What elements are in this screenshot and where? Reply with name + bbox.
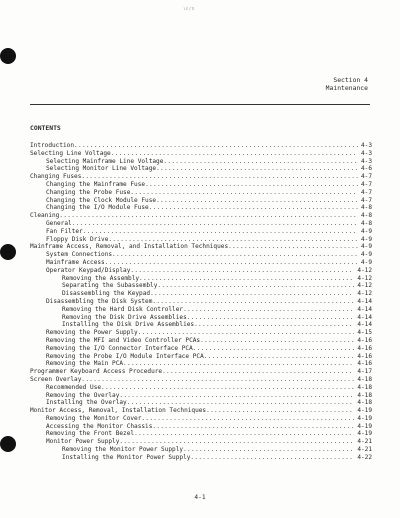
toc-entry-page: 4-9 — [360, 243, 372, 251]
toc-entry-page: 4-14 — [357, 297, 372, 305]
toc-entry-page: 4-9 — [360, 235, 372, 243]
toc-entry-title: Removing the Power Supply — [46, 329, 138, 337]
toc-dot-leader — [119, 392, 354, 400]
toc-entry — [30, 158, 372, 166]
toc-entry-title: Programmer Keyboard Access Procedure — [30, 368, 163, 376]
toc-entry-page: 4-3 — [360, 142, 372, 149]
toc-entry-page: 4-18 — [357, 375, 372, 383]
toc-entry-title: Changing the I/O Module Fuse — [46, 204, 149, 212]
toc-entry-title: Removing the Hard Disk Controller — [62, 305, 184, 313]
toc-entry — [30, 236, 372, 244]
toc-entry-page: 4-19 — [357, 430, 372, 438]
toc-dot-leader — [206, 407, 354, 415]
toc-entry — [30, 376, 372, 384]
binder-hole-icon — [0, 244, 16, 260]
page-number: 4-1 — [194, 494, 206, 501]
toc-entry — [30, 438, 372, 446]
toc-dot-leader — [134, 430, 354, 438]
toc-entry — [30, 415, 372, 423]
toc-entry-page: 4-22 — [357, 453, 372, 461]
toc-entry — [30, 399, 372, 407]
toc-entry-page: 4-7 — [360, 196, 372, 204]
toc-entry-page: 4-17 — [357, 368, 372, 376]
top-mark: ιε/π — [183, 6, 195, 11]
toc-entry-title: Changing the Probe Fuse — [46, 188, 131, 196]
toc-dot-leader — [157, 282, 354, 290]
toc-dot-leader — [152, 423, 354, 431]
toc-entry-title: Separating the Subassembly — [62, 282, 158, 290]
toc-entry-title: Recommended Use — [46, 383, 102, 391]
toc-entry-page: 4-9 — [360, 258, 372, 266]
toc-dot-leader — [190, 454, 354, 462]
toc-dot-leader — [183, 306, 354, 314]
toc-entry-title: Removing the MFI and Video Controller PCAs — [46, 336, 201, 344]
table-of-contents — [30, 142, 372, 462]
toc-entry-page: 4-3 — [360, 157, 372, 165]
toc-dot-leader — [183, 446, 354, 454]
toc-dot-leader — [156, 165, 358, 173]
toc-entry-page: 4-7 — [360, 173, 372, 181]
toc-entry-title: Removing the Front Bezel — [46, 430, 135, 438]
toc-entry — [30, 189, 372, 197]
toc-entry-title: Disassembling the Disk System — [46, 297, 153, 305]
toc-entry-page: 4-18 — [357, 399, 372, 407]
toc-entry-page: 4-14 — [357, 321, 372, 329]
toc-entry — [30, 290, 372, 298]
toc-dot-leader — [194, 321, 354, 329]
toc-entry — [30, 228, 372, 236]
toc-entry-title: System Connections — [46, 251, 113, 259]
toc-dot-leader — [130, 189, 358, 197]
toc-entry-title: Removing the Overlay — [46, 391, 120, 399]
toc-entry — [30, 368, 372, 376]
toc-entry-page: 4-15 — [357, 329, 372, 337]
toc-entry-title: Accessing the Monitor Chassis — [46, 422, 153, 430]
toc-dot-leader — [156, 197, 358, 205]
toc-dot-leader — [204, 353, 355, 361]
toc-entry-page: 4-14 — [357, 305, 372, 313]
toc-entry-title: Mainframe Access, Removal, and Installation Techniques — [30, 243, 229, 251]
toc-entry-page: 4-16 — [357, 336, 372, 344]
toc-entry — [30, 212, 372, 220]
toc-entry-title: Selecting Mainframe Line Voltage — [46, 157, 164, 165]
toc-dot-leader — [112, 251, 358, 259]
toc-entry — [30, 423, 372, 431]
toc-entry-page: 4-14 — [357, 313, 372, 321]
toc-entry-page: 4-16 — [357, 344, 372, 352]
toc-entry-page: 4-16 — [357, 352, 372, 360]
toc-entry-title: Changing Fuses — [30, 173, 82, 181]
toc-entry — [30, 204, 372, 212]
toc-entry — [30, 407, 372, 415]
toc-entry-page: 4-12 — [357, 266, 372, 274]
toc-entry-page: 4-21 — [357, 438, 372, 446]
section-title: Section 4 — [333, 76, 368, 84]
toc-dot-leader — [138, 329, 355, 337]
toc-dot-leader — [81, 173, 358, 181]
toc-entry-title: Installing the Monitor Power Supply — [62, 453, 191, 461]
toc-entry-title: Monitor Access, Removal, Installation Techniques — [30, 407, 207, 415]
toc-dot-leader — [111, 150, 358, 158]
toc-entry-page: 4-12 — [357, 290, 372, 298]
toc-entry-page: 4-6 — [360, 165, 372, 173]
toc-entry — [30, 360, 372, 368]
toc-entry-page: 4-8 — [360, 219, 372, 227]
binder-hole-icon — [0, 48, 16, 64]
toc-dot-leader — [141, 415, 354, 423]
toc-entry — [30, 298, 372, 306]
toc-dot-leader — [127, 399, 355, 407]
toc-dot-leader — [149, 204, 358, 212]
toc-entry — [30, 173, 372, 181]
toc-entry-title: Cleaning — [30, 212, 60, 220]
toc-entry — [30, 150, 372, 158]
toc-dot-leader — [83, 228, 358, 236]
toc-dot-leader — [72, 220, 358, 228]
toc-entry-title: Floppy Disk Drive — [46, 235, 109, 243]
toc-dot-leader — [163, 158, 358, 166]
toc-entry-title: Removing the I/O Connector Interface PCA — [46, 344, 193, 352]
toc-entry-page: 4-3 — [360, 149, 372, 157]
toc-entry — [30, 430, 372, 438]
toc-dot-leader — [187, 314, 355, 322]
toc-entry-page: 4-8 — [360, 212, 372, 220]
toc-dot-leader — [105, 259, 358, 267]
toc-entry-title: Removing the Assembly — [62, 274, 140, 282]
toc-entry — [30, 197, 372, 205]
toc-entry-page: 4-18 — [357, 383, 372, 391]
toc-dot-leader — [59, 212, 358, 220]
toc-entry — [30, 337, 372, 345]
toc-entry — [30, 384, 372, 392]
binder-hole-icon — [0, 436, 16, 452]
toc-entry-page: 4-12 — [357, 282, 372, 290]
toc-entry-title: Removing the Monitor Cover — [46, 414, 142, 422]
contents-heading: CONTENTS — [30, 124, 61, 132]
toc-dot-leader — [74, 142, 358, 150]
toc-entry-page: 4-18 — [357, 391, 372, 399]
toc-entry — [30, 275, 372, 283]
toc-entry-title: Operator Keypad/Display — [46, 266, 131, 274]
toc-entry — [30, 267, 372, 275]
toc-entry-page: 4-7 — [360, 180, 372, 188]
toc-entry — [30, 345, 372, 353]
toc-dot-leader — [228, 243, 358, 251]
toc-entry-title: Changing the Clock Module Fuse — [46, 196, 157, 204]
toc-entry-page: 4-19 — [357, 414, 372, 422]
toc-entry — [30, 306, 372, 314]
toc-entry — [30, 165, 372, 173]
header-rule — [30, 104, 370, 105]
toc-entry — [30, 446, 372, 454]
toc-entry-title: Changing the Mainframe Fuse — [46, 180, 146, 188]
toc-dot-leader — [152, 298, 354, 306]
toc-entry — [30, 392, 372, 400]
toc-entry — [30, 220, 372, 228]
toc-entry-title: Installing the Disk Drive Assemblies — [62, 321, 195, 329]
toc-dot-leader — [108, 236, 358, 244]
toc-dot-leader — [200, 337, 354, 345]
toc-entry-page: 4-9 — [360, 227, 372, 235]
toc-entry-page: 4-8 — [360, 204, 372, 212]
toc-dot-leader — [150, 290, 354, 298]
toc-entry — [30, 282, 372, 290]
toc-entry-title: Removing the Main PCA — [46, 360, 124, 368]
toc-dot-leader — [193, 345, 355, 353]
section-subtitle: Maintenance — [325, 84, 368, 92]
toc-dot-leader — [81, 376, 354, 384]
toc-entry-page: 4-21 — [357, 446, 372, 454]
toc-entry — [30, 142, 372, 150]
toc-entry-page: 4-16 — [357, 360, 372, 368]
toc-entry-title: Introduction — [30, 142, 75, 149]
toc-entry-title: Selecting Monitor Line Voltage — [46, 165, 157, 173]
toc-dot-leader — [101, 384, 354, 392]
toc-dot-leader — [145, 181, 358, 189]
toc-entry — [30, 454, 372, 462]
toc-entry-page: 4-7 — [360, 188, 372, 196]
toc-entry-title: General — [46, 219, 72, 227]
toc-entry-title: Disassembling the Keypad — [62, 290, 151, 298]
toc-entry-page: 4-19 — [357, 407, 372, 415]
toc-entry-title: Removing the Probe I/O Module Interface PCA — [46, 352, 204, 360]
toc-entry — [30, 329, 372, 337]
toc-entry — [30, 314, 372, 322]
toc-entry-title: Removing the Monitor Power Supply — [62, 446, 184, 454]
toc-entry — [30, 181, 372, 189]
toc-dot-leader — [139, 275, 354, 283]
toc-dot-leader — [162, 368, 354, 376]
toc-dot-leader — [130, 267, 354, 275]
toc-entry-page: 4-12 — [357, 274, 372, 282]
toc-entry — [30, 243, 372, 251]
toc-entry — [30, 353, 372, 361]
toc-entry — [30, 251, 372, 259]
toc-entry — [30, 321, 372, 329]
section-header — [326, 76, 368, 92]
toc-dot-leader — [123, 360, 354, 368]
toc-entry-title: Fan Filter — [46, 227, 83, 235]
toc-entry-title: Installing the Overlay — [46, 399, 127, 407]
toc-entry-title: Removing the Disk Drive Assemblies — [62, 313, 187, 321]
toc-entry-title: Mainframe Access — [46, 258, 105, 266]
toc-entry-title: Monitor Power Supply — [46, 438, 120, 446]
toc-entry-title: Screen Overlay — [30, 375, 82, 383]
toc-entry — [30, 259, 372, 267]
toc-entry-title: Selecting Line Voltage — [30, 149, 111, 157]
toc-entry-page: 4-19 — [357, 422, 372, 430]
toc-entry-page: 4-9 — [360, 251, 372, 259]
toc-dot-leader — [119, 438, 354, 446]
